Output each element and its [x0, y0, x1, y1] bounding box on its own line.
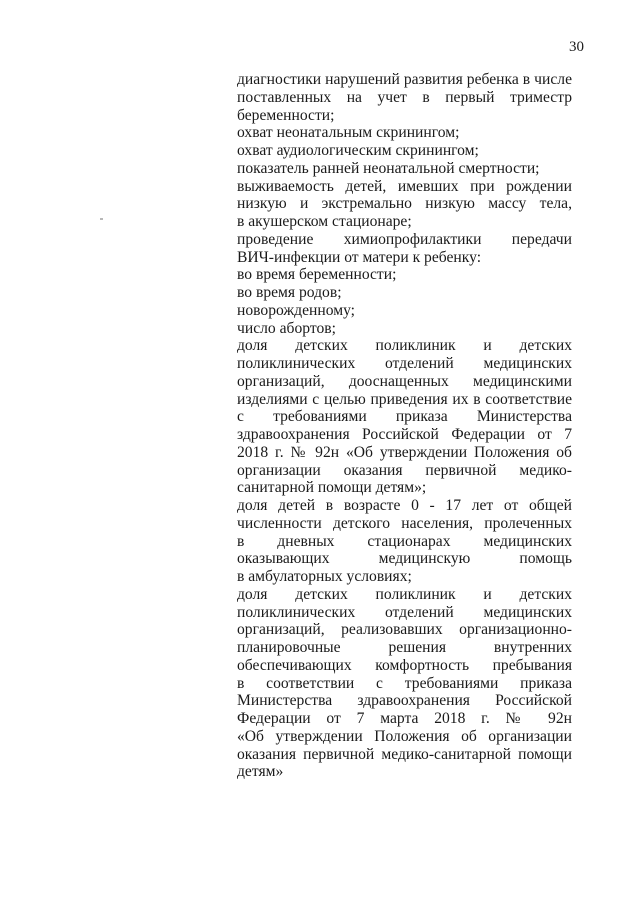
text-line: охват неонатальным скринингом; — [237, 124, 460, 142]
text-line: в дневных стационарах медицинских — [237, 532, 572, 550]
text-line: организации оказания первичной медико- — [237, 461, 572, 479]
text-line: новорожденному; — [237, 301, 356, 319]
text-line: доля детей в возрасте 0 - 17 лет от общей — [237, 497, 572, 514]
text-line: поликлинических отделений медицинских — [237, 355, 572, 372]
text-line: детям» — [237, 763, 284, 781]
text-line: беременности; — [237, 106, 335, 124]
text-line: выживаемость детей, имевших при рождении — [237, 177, 572, 195]
scan-speck — [100, 218, 103, 220]
text-line: ВИЧ-инфекции от матери к ребенку: — [237, 248, 482, 266]
text-line: охват аудиологическим скринингом; — [237, 142, 479, 159]
text-line: доля детских поликлиник и детских — [237, 585, 572, 603]
text-line: 2018 г. № 92н «Об утверждении Положения об — [237, 443, 572, 461]
text-line: проведение химиопрофилактики передачи — [237, 230, 572, 248]
body-text — [237, 71, 572, 781]
text-line: «Об утверждении Положения об организации — [237, 727, 572, 745]
text-line: во время беременности; — [237, 266, 397, 284]
text-line: организаций, реализовавших организационно- — [237, 621, 572, 639]
text-line: в соответствии с требованиями приказа — [237, 674, 572, 692]
text-line: в амбулаторных условиях; — [237, 568, 412, 585]
text-line: в акушерском стационаре; — [237, 213, 412, 230]
text-line: низкую и экстремально низкую массу тела, — [237, 195, 572, 213]
text-line: изделиями с целью приведения их в соответствие — [237, 390, 572, 408]
text-line: число абортов; — [237, 319, 336, 337]
text-line: показатель ранней неонатальной смертности; — [237, 159, 540, 177]
text-line: планировочные решения внутренних — [237, 639, 572, 656]
text-line: поставленных на учет в первый триместр — [237, 88, 572, 106]
text-line: санитарной помощи детям»; — [237, 479, 427, 497]
text-line: доля детских поликлиник и детских — [237, 337, 572, 355]
text-line: диагностики нарушений развития ребенка в числе — [237, 71, 572, 88]
text-line: оказания первичной медико-санитарной помощи — [237, 745, 572, 763]
text-line: оказывающих медицинскую помощь — [237, 550, 572, 568]
text-line: во время родов; — [237, 284, 342, 301]
text-line: Министерства здравоохранения Российской — [237, 692, 572, 710]
text-line: численности детского населения, пролеченных — [237, 514, 572, 532]
text-line: обеспечивающих комфортность пребывания — [237, 656, 572, 674]
text-line: поликлинических отделений медицинских — [237, 603, 572, 621]
text-line: Федерации от 7 марта 2018 г. № 92н — [237, 710, 572, 727]
text-line: организаций, дооснащенных медицинскими — [237, 372, 572, 390]
text-line: с требованиями приказа Министерства — [237, 408, 572, 426]
page-number: 30 — [569, 39, 584, 55]
text-line: здравоохранения Российской Федерации от 7 — [237, 426, 572, 443]
